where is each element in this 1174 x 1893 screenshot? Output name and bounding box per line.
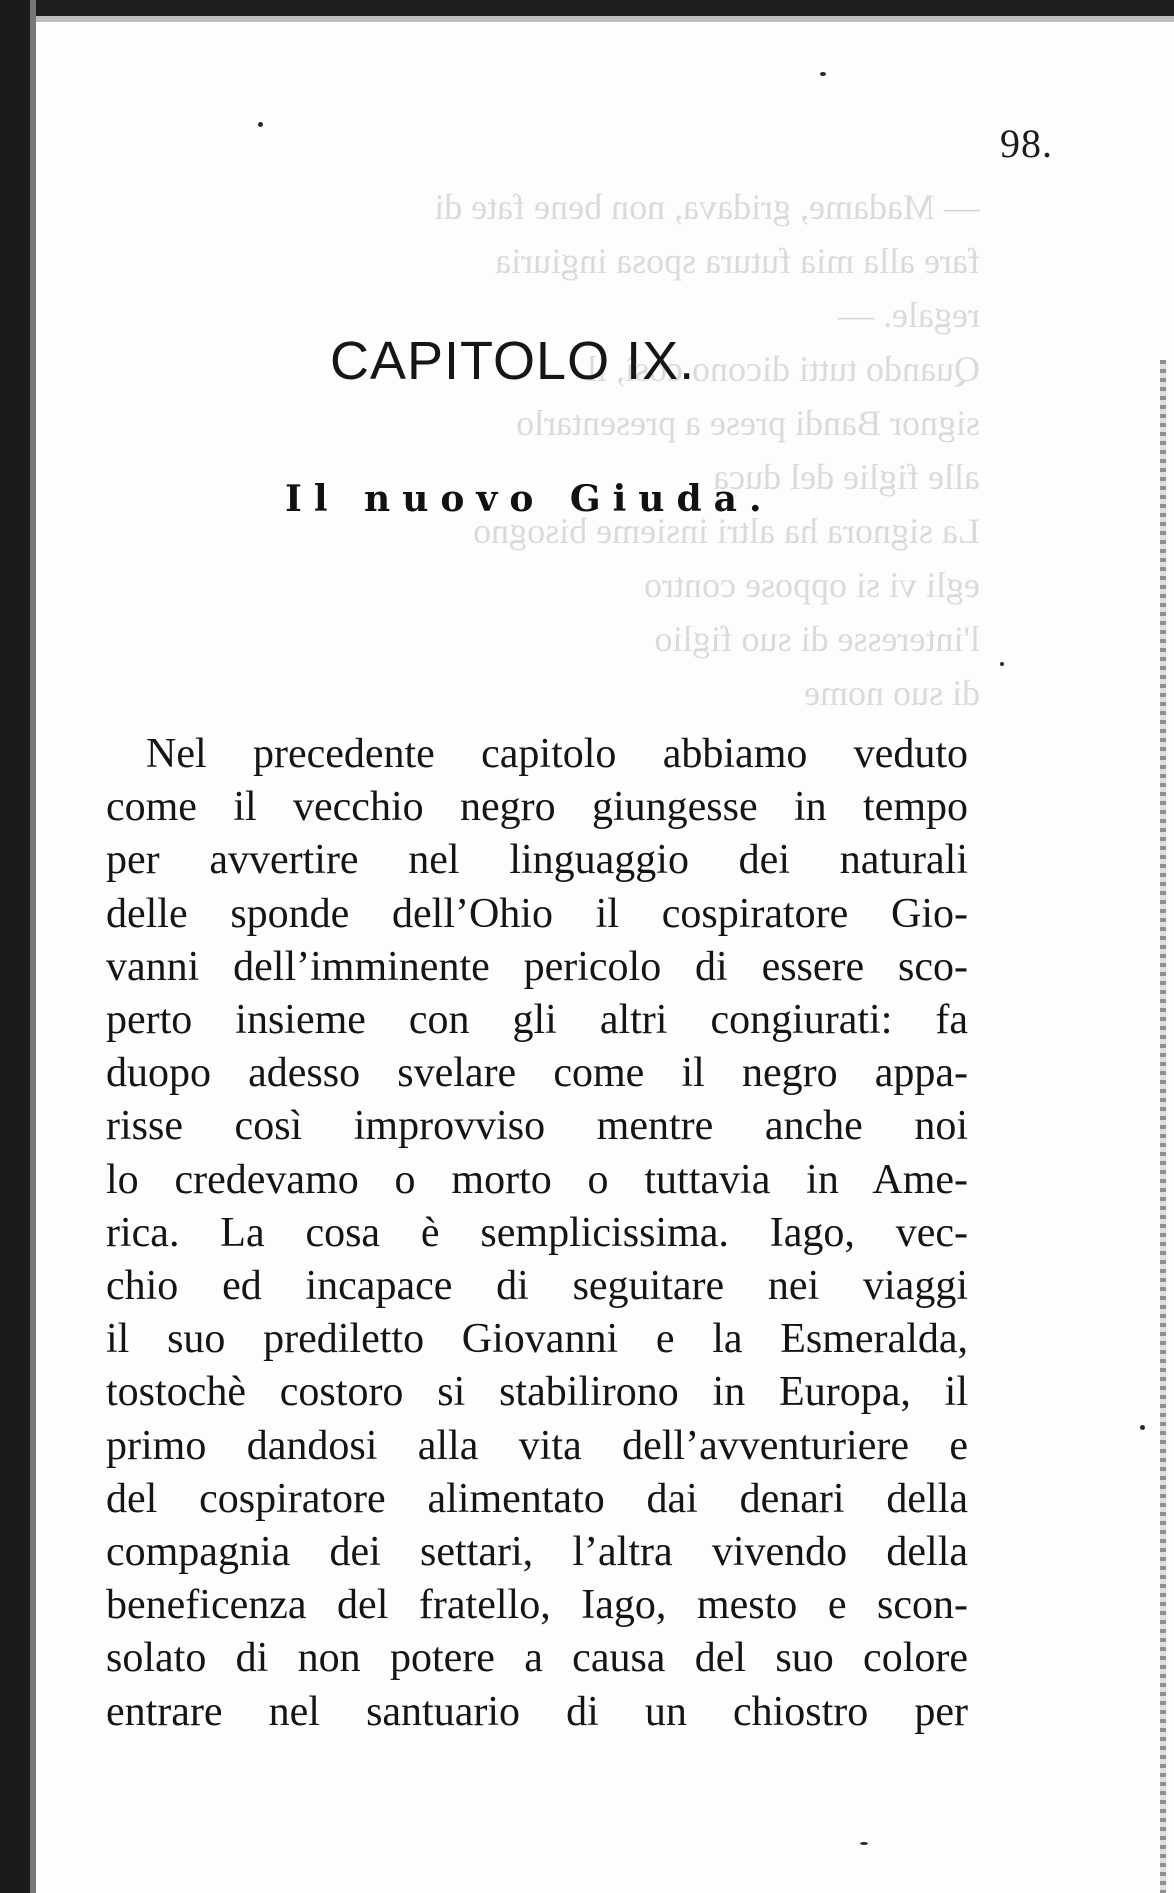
print-speck [258,122,263,127]
text-line: chio ed incapace di seguitare nei viaggi [106,1263,968,1310]
text-line: solato di non potere a causa del suo colore [106,1635,968,1682]
text-line: risse così improvviso mentre anche noi [106,1103,968,1150]
text-line: per avvertire nel linguaggio dei naturali [106,837,968,884]
chapter-title: CAPITOLO IX. [330,331,696,391]
body-paragraph [106,728,968,1739]
print-speck [1000,662,1004,666]
text-line: vanni dell’imminente pericolo di essere sco- [106,943,968,990]
text-line: delle sponde dell’Ohio il cospiratore Gio- [106,890,968,937]
text-line: Nel precedente capitolo abbiamo veduto [146,731,968,777]
text-line: perto insieme con gli altri congiurati: fa [106,997,968,1044]
text-line: primo dandosi alla vita dell’avventuriere e [106,1422,968,1469]
text-line: beneficenza del fratello, Iago, mesto e scon- [106,1582,968,1629]
page-binding-edge [0,0,30,1893]
text-line: tostochè costoro si stabilirono in Europa, il [106,1369,968,1416]
text-line: del cospiratore alimentato dai denari della [106,1475,968,1522]
page-right-edge [1160,360,1166,1893]
chapter-subtitle: Il nuovo Giuda. [285,478,774,520]
print-speck [860,1842,868,1845]
text-line: rica. La cosa è semplicissima. Iago, vec- [106,1209,968,1256]
text-line: come il vecchio negro giungesse in tempo [106,784,968,831]
page-number: 98. [1000,121,1053,166]
print-speck [820,72,826,76]
text-line: entrare nel santuario di un chiostro per [106,1688,968,1735]
show-through-bleed: — Madame, gridava, non bene fate di fare alla mia futura sposa ingiuria regale. — Quando tutti dicono così, il signor Bandi prese a presentarlo alle figlie del duca La signora ha altri insieme bisogno egli vi si oppose contro l'interesse di suo figlio di suo nome [434,187,980,713]
text-line: duopo adesso svelare come il negro appa- [106,1050,968,1097]
print-speck [1140,1425,1145,1430]
text-line: lo credevamo o morto o tuttavia in Ame- [106,1156,968,1203]
page-top-shadow [0,16,1174,22]
page-binding-shadow [30,0,36,1893]
page-top-edge [0,0,1174,16]
text-line: il suo prediletto Giovanni e la Esmeralda, [106,1316,968,1363]
text-line: compagnia dei settari, l’altra vivendo della [106,1529,968,1576]
